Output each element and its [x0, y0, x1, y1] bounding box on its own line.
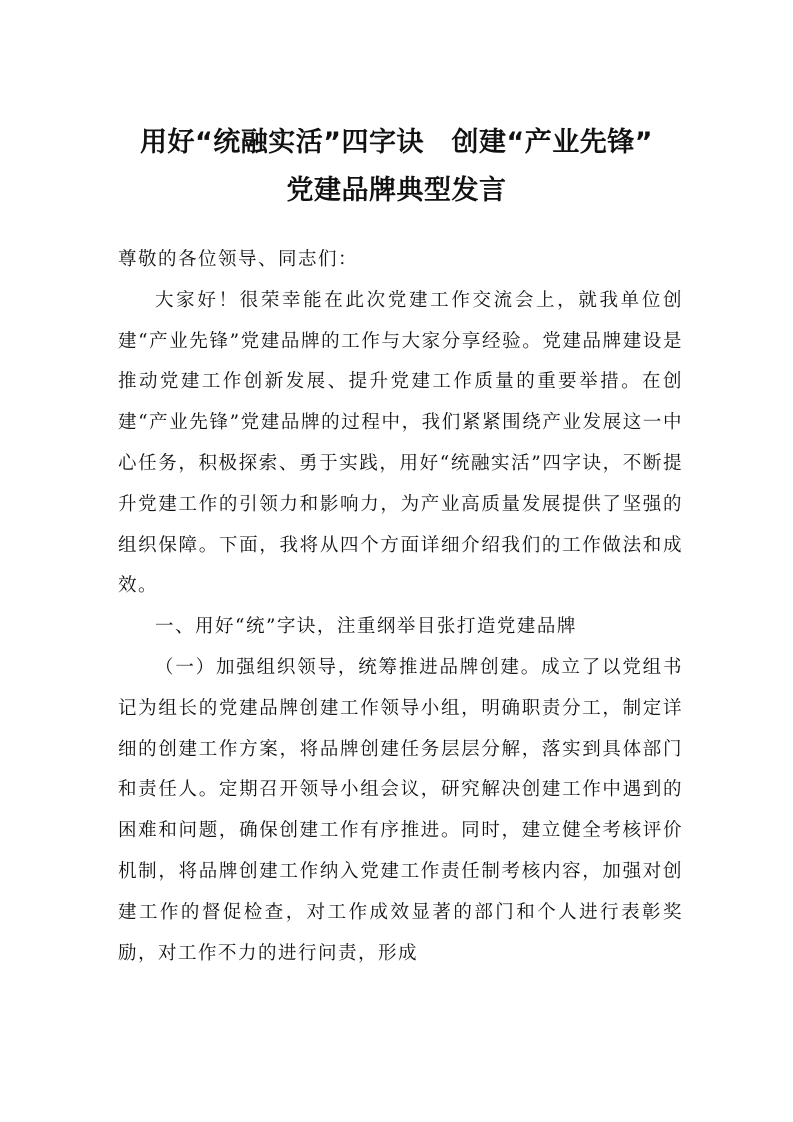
paragraph-intro: 大家好！很荣幸能在此次党建工作交流会上，就我单位创建“产业先锋”党建品牌的工作与大家分享经验。党建品牌建设是推动党建工作创新发展、提升党建工作质量的重要举措。在创建“产业先锋”党建品牌的过程中，我们紧紧围绕产业发展这一中心任务，积极探索、勇于实践，用好“统融实活”四字诀，不断提升党建工作的引领力和影响力，为产业高质量发展提供了坚强的组织保障。下面，我将从四个方面详细介绍我们的工作做法和成效。: [118, 289, 683, 597]
document-title-line-1: 用好“统融实活”四字诀 创建“产业先锋”: [140, 127, 653, 158]
section-heading-1: 一、用好“统”字诀，注重纲举目张打造党建品牌: [155, 616, 577, 638]
document-title-line-2: 党建品牌典型发言: [286, 175, 507, 206]
salutation: 尊敬的各位领导、同志们：: [118, 249, 359, 270]
document-body: [118, 240, 683, 974]
paragraph-subsection-1: （一）加强组织领导，统筹推进品牌创建。成立了以党组书记为组长的党建品牌创建工作领导小组，明确职责分工，制定详细的创建工作方案，将品牌创建任务层层分解，落实到具体部门和责任人。定期召开领导小组会议，研究解决创建工作中遇到的困难和问题，确保创建工作有序推进。同时，建立健全考核评价机制，将品牌创建工作纳入党建工作责任制考核内容，加强对创建工作的督促检查，对工作成效显著的部门和个人进行表彰奖励，对工作不力的进行问责，形成: [118, 656, 683, 964]
